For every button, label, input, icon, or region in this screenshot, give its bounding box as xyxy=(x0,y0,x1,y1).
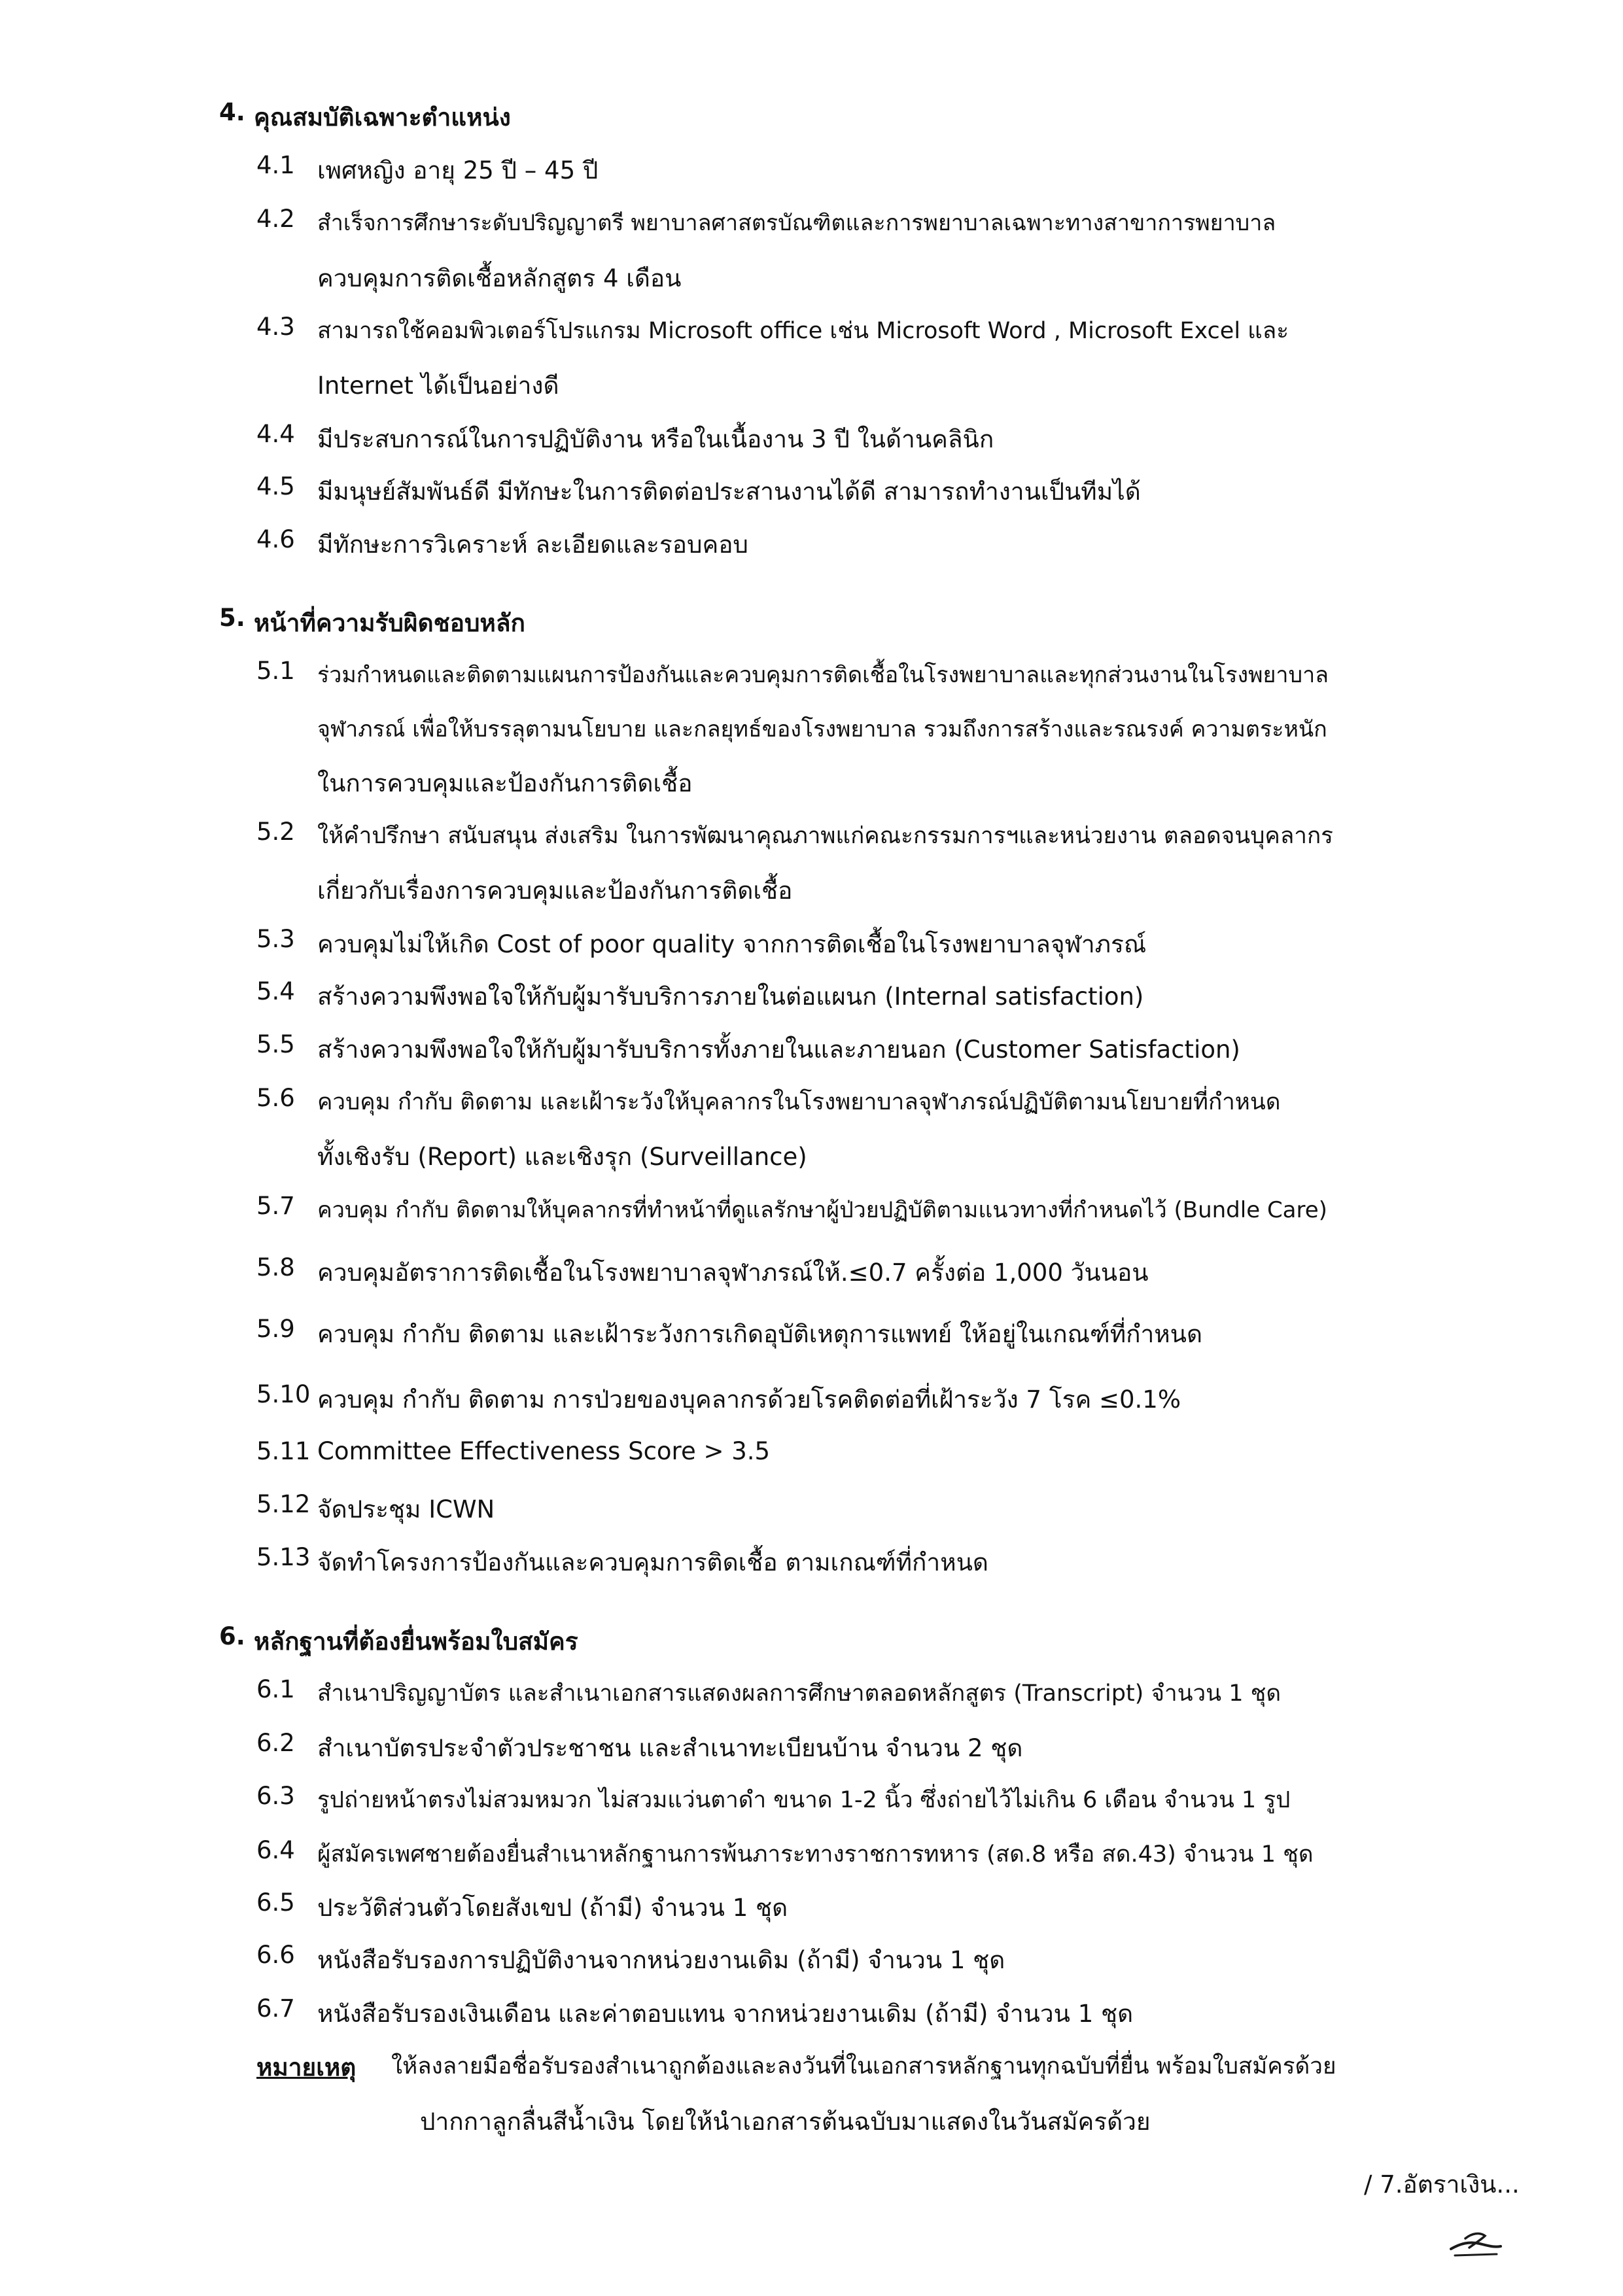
item-4-1-text: เพศหญิง อายุ 25 ปี – 45 ปี xyxy=(317,156,599,184)
section-5-number: 5. xyxy=(219,604,245,632)
item-5-2-text: ให้คำปรึกษา สนับสนุน ส่งเสริม ในการพัฒนาคุณภาพแก่คณะกรรมการฯและหน่วยงาน ตลอดจนบุคลากร xyxy=(317,823,1333,849)
item-6-6-text: หนังสือรับรองการปฏิบัติงานจากหน่วยงานเดิม (ถ้ามี) จำนวน 1 ชุด xyxy=(317,1946,1005,1974)
note-text-cont: ปากกาลูกลื่นสีน้ำเงิน โดยให้นำเอกสารต้นฉบับมาแสดงในวันสมัครด้วย xyxy=(420,2108,1151,2136)
item-6-4-number: 6.4 xyxy=(256,1836,295,1864)
item-5-9-number: 5.9 xyxy=(256,1315,295,1343)
page-continuation: / 7.อัตราเงิน... xyxy=(1364,2170,1520,2199)
item-5-4-text: สร้างความพึงพอใจให้กับผู้มารับบริการภายในต่อแผนก (Internal satisfaction) xyxy=(317,983,1144,1011)
note-text: ให้ลงลายมือชื่อรับรองสำเนาถูกต้องและลงวันที่ในเอกสารหลักฐานทุกฉบับที่ยื่น พร้อมใบสมัครด้วย xyxy=(391,2053,1336,2079)
item-5-6-number: 5.6 xyxy=(256,1084,295,1112)
section-6-number: 6. xyxy=(219,1622,245,1650)
item-5-1-text-cont-1: จุฬาภรณ์ เพื่อให้บรรลุตามนโยบาย และกลยุทธ์ของโรงพยาบาล รวมถึงการสร้างและรณรงค์ ความตระหนัก xyxy=(317,716,1327,742)
item-5-6-text-cont: ทั้งเชิงรับ (Report) และเชิงรุก (Surveillance) xyxy=(317,1143,807,1171)
item-6-5-text: ประวัติส่วนตัวโดยสังเขป (ถ้ามี) จำนวน 1 ชุด xyxy=(317,1894,788,1922)
item-6-1-text: สำเนาปริญญาบัตร และสำเนาเอกสารแสดงผลการศึกษาตลอดหลักสูตร (Transcript) จำนวน 1 ชุด xyxy=(317,1680,1282,1707)
item-5-4-number: 5.4 xyxy=(256,977,295,1005)
section-4-title: คุณสมบัติเฉพาะตำแหน่ง xyxy=(254,103,511,131)
section-5-title: หน้าที่ความรับผิดชอบหลัก xyxy=(254,609,525,637)
item-5-5-text: สร้างความพึงพอใจให้กับผู้มารับบริการทั้งภายในและภายนอก (Customer Satisfaction) xyxy=(317,1035,1240,1064)
item-5-10-number: 5.10 xyxy=(256,1380,311,1408)
item-6-6-number: 6.6 xyxy=(256,1941,295,1969)
item-5-11-text: Committee Effectiveness Score > 3.5 xyxy=(317,1437,771,1465)
item-5-1-text-cont-2: ในการควบคุมและป้องกันการติดเชื้อ xyxy=(317,769,693,797)
initials-mark xyxy=(1446,2224,1505,2263)
item-4-2-number: 4.2 xyxy=(256,205,295,233)
item-5-9-text: ควบคุม กำกับ ติดตาม และเฝ้าระวังการเกิดอุบัติเหตุการแพทย์ ให้อยู่ในเกณฑ์ที่กำหนด xyxy=(317,1320,1202,1348)
item-5-12-number: 5.12 xyxy=(256,1490,311,1518)
item-6-5-number: 6.5 xyxy=(256,1888,295,1917)
section-6-title: หลักฐานที่ต้องยื่นพร้อมใบสมัคร xyxy=(254,1627,578,1656)
item-5-6-text: ควบคุม กำกับ ติดตาม และเฝ้าระวังให้บุคลากรในโรงพยาบาลจุฬาภรณ์ปฏิบัติตามนโยบายที่กำหนด xyxy=(317,1089,1281,1115)
item-5-11-number: 5.11 xyxy=(256,1437,311,1465)
item-5-3-text: ควบคุมไม่ให้เกิด Cost of poor quality จากการติดเชื้อในโรงพยาบาลจุฬาภรณ์ xyxy=(317,930,1147,958)
item-4-3-text-cont: Internet ได้เป็นอย่างดี xyxy=(317,372,559,400)
item-4-6-number: 4.6 xyxy=(256,525,295,553)
item-5-10-text: ควบคุม กำกับ ติดตาม การป่วยของบุคลากรด้วยโรคติดต่อที่เฝ้าระวัง 7 โรค ≤0.1% xyxy=(317,1385,1181,1414)
item-4-4-number: 4.4 xyxy=(256,420,295,448)
item-4-5-number: 4.5 xyxy=(256,472,295,500)
item-5-3-number: 5.3 xyxy=(256,925,295,953)
item-6-7-text: หนังสือรับรองเงินเดือน และค่าตอบแทน จากหน่วยงานเดิม (ถ้ามี) จำนวน 1 ชุด xyxy=(317,2000,1134,2028)
item-4-5-text: มีมนุษย์สัมพันธ์ดี มีทักษะในการติดต่อประสานงานได้ดี สามารถทำงานเป็นทีมได้ xyxy=(317,478,1141,506)
item-5-1-text: ร่วมกำหนดและติดตามแผนการป้องกันและควบคุมการติดเชื้อในโรงพยาบาลและทุกส่วนงานในโรงพยาบาล xyxy=(317,662,1329,688)
item-4-1-number: 4.1 xyxy=(256,151,295,179)
item-6-3-number: 6.3 xyxy=(256,1782,295,1810)
note-label: หมายเหตุ xyxy=(256,2053,357,2081)
item-5-2-number: 5.2 xyxy=(256,818,295,846)
item-5-7-number: 5.7 xyxy=(256,1192,295,1220)
item-5-2-text-cont: เกี่ยวกับเรื่องการควบคุมและป้องกันการติดเชื้อ xyxy=(317,877,793,905)
item-6-2-text: สำเนาบัตรประจำตัวประชาชน และสำเนาทะเบียนบ้าน จำนวน 2 ชุด xyxy=(317,1734,1023,1762)
item-5-7-text: ควบคุม กำกับ ติดตามให้บุคลากรที่ทำหน้าที่ดูแลรักษาผู้ป่วยปฏิบัติตามแนวทางที่กำหนดไว้ (Bundle Care) xyxy=(317,1197,1327,1223)
section-4-number: 4. xyxy=(219,98,245,126)
item-6-3-text: รูปถ่ายหน้าตรงไม่สวมหมวก ไม่สวมแว่นตาดำ ขนาด 1-2 นิ้ว ซึ่งถ่ายไว้ไม่เกิน 6 เดือน จำนวน 1 รูป xyxy=(317,1787,1291,1813)
item-4-6-text: มีทักษะการวิเคราะห์ ละเอียดและรอบคอบ xyxy=(317,531,748,559)
item-5-12-text: จัดประชุม ICWN xyxy=(317,1495,495,1523)
item-6-2-number: 6.2 xyxy=(256,1729,295,1757)
item-4-4-text: มีประสบการณ์ในการปฏิบัติงาน หรือในเนื้องาน 3 ปี ในด้านคลินิก xyxy=(317,425,994,453)
item-6-1-number: 6.1 xyxy=(256,1675,295,1703)
item-4-2-text-cont: ควบคุมการติดเชื้อหลักสูตร 4 เดือน xyxy=(317,264,682,292)
item-4-3-number: 4.3 xyxy=(256,313,295,341)
item-6-7-number: 6.7 xyxy=(256,1994,295,2023)
item-5-8-text: ควบคุมอัตราการติดเชื้อในโรงพยาบาลจุฬาภรณ์ให้.≤0.7 ครั้งต่อ 1,000 วันนอน xyxy=(317,1259,1149,1287)
item-5-8-number: 5.8 xyxy=(256,1253,295,1281)
item-4-2-text: สำเร็จการศึกษาระดับปริญญาตรี พยาบาลศาสตรบัณฑิตและการพยาบาลเฉพาะทางสาขาการพยาบาล xyxy=(317,210,1276,236)
item-5-13-number: 5.13 xyxy=(256,1543,311,1571)
item-4-3-text: สามารถใช้คอมพิวเตอร์โปรแกรม Microsoft office เช่น Microsoft Word , Microsoft Excel และ xyxy=(317,318,1289,344)
item-5-1-number: 5.1 xyxy=(256,657,295,685)
item-5-13-text: จัดทำโครงการป้องกันและควบคุมการติดเชื้อ ตามเกณฑ์ที่กำหนด xyxy=(317,1548,988,1576)
item-5-5-number: 5.5 xyxy=(256,1030,295,1058)
item-6-4-text: ผู้สมัครเพศชายต้องยื่นสำเนาหลักฐานการพ้นภาระทางราชการทหาร (สด.8 หรือ สด.43) จำนวน 1 ชุด xyxy=(317,1841,1314,1868)
